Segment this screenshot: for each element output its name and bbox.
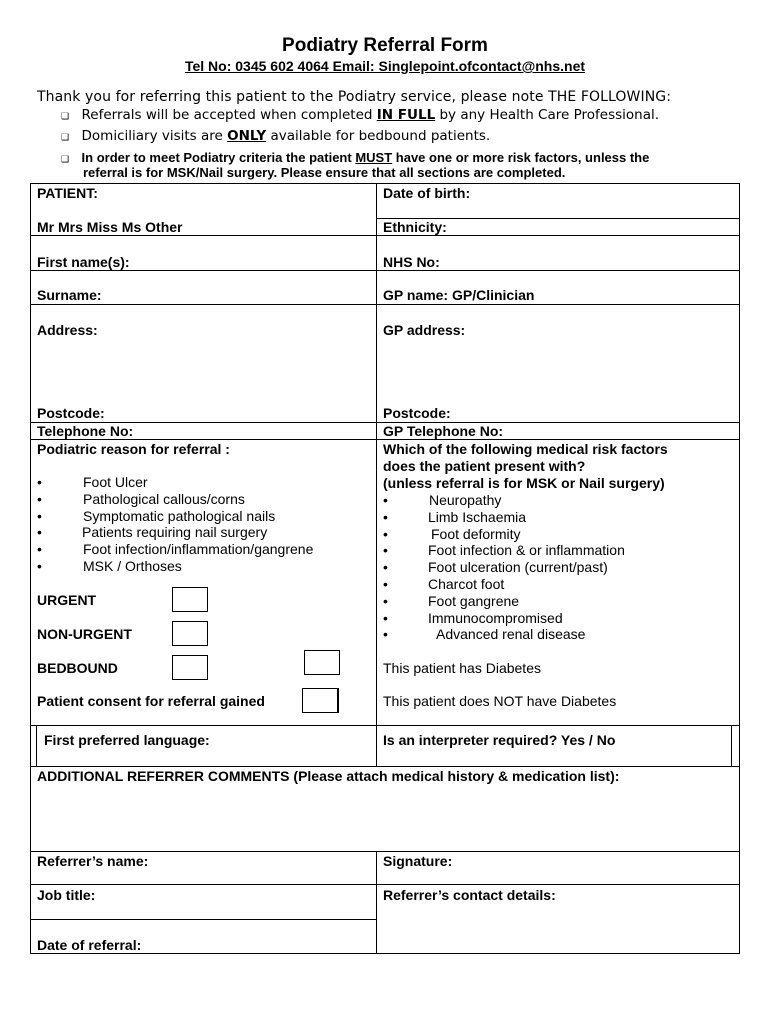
reason-item[interactable]: MSK / Orthoses	[83, 558, 182, 574]
no-diabetes-option[interactable]: This patient does NOT have Diabetes	[383, 693, 617, 709]
reason-item[interactable]: Foot infection/inflammation/gangrene	[83, 541, 314, 558]
square-bullet-icon: ❑	[61, 154, 70, 164]
urgent-label: URGENT	[37, 592, 97, 608]
grid-line	[30, 439, 740, 440]
grid-line	[30, 851, 740, 852]
first-name-field[interactable]: First name(s):	[37, 254, 130, 270]
note-3-post: have one or more risk factors, unless the	[392, 150, 650, 165]
reasons-heading: Podiatric reason for referral :	[37, 441, 230, 457]
risk-factor-item[interactable]: Foot infection & or inflammation	[428, 542, 625, 559]
note-2	[61, 127, 490, 145]
intro-text: Thank you for referring this patient to the Podiatry service, please note THE FOLLOWING:	[37, 89, 672, 105]
reason-item[interactable]: Patients requiring nail surgery	[82, 524, 268, 541]
note-2-pre: Domiciliary visits are	[81, 128, 228, 144]
bullet-icon: •	[383, 626, 388, 643]
has-diabetes-option[interactable]: This patient has Diabetes	[383, 660, 541, 676]
bullet-icon: •	[383, 492, 388, 508]
risk-factor-item[interactable]: Foot deformity	[431, 525, 521, 542]
patient-heading: PATIENT:	[37, 185, 98, 201]
grid-line	[30, 235, 740, 236]
note-2-post: available for bedbound patients.	[266, 128, 491, 144]
grid-line	[731, 725, 732, 766]
grid-line	[30, 766, 740, 767]
note-3-emphasis: MUST	[355, 150, 393, 165]
risk-heading-2: does the patient present with?	[383, 458, 586, 474]
bullet-icon: •	[37, 541, 42, 558]
bedbound-checkbox[interactable]	[172, 655, 208, 680]
risk-factor-item[interactable]: Immunocompromised	[428, 609, 563, 626]
telephone-field[interactable]: Telephone No:	[37, 423, 134, 439]
bullet-icon: •	[383, 542, 388, 559]
note-1-pre: Referrals will be accepted when completed	[81, 107, 377, 123]
note-1-post: by any Health Care Professional.	[435, 107, 660, 123]
signature-field[interactable]: Signature:	[383, 853, 453, 869]
date-of-referral-field[interactable]: Date of referral:	[37, 937, 142, 953]
consent-checkbox[interactable]	[302, 688, 339, 713]
gp-name-field[interactable]: GP name: GP/Clinician	[383, 287, 535, 303]
bullet-icon: •	[383, 609, 388, 626]
patient-postcode-field[interactable]: Postcode:	[37, 405, 105, 421]
interpreter-field[interactable]: Is an interpreter required? Yes / No	[383, 732, 616, 748]
grid-line	[30, 304, 740, 305]
note-1-emphasis: IN FULL	[376, 107, 436, 123]
non-urgent-checkbox[interactable]	[172, 621, 208, 646]
gp-postcode-field[interactable]: Postcode:	[383, 405, 451, 421]
address-field[interactable]: Address:	[37, 322, 98, 338]
diabetes-checkbox[interactable]	[304, 650, 340, 675]
reason-item[interactable]: Pathological callous/corns	[83, 490, 245, 507]
bullet-icon: •	[37, 507, 42, 524]
bullet-icon: •	[37, 558, 42, 574]
bullet-icon: •	[383, 559, 388, 576]
urgent-checkbox[interactable]	[172, 587, 208, 612]
grid-line	[30, 884, 740, 885]
gp-address-field[interactable]: GP address:	[383, 322, 466, 338]
contact-line: Tel No: 0345 602 4064 Email: Singlepoint.ofcontact@nhs.net	[184, 58, 586, 74]
job-title-field[interactable]: Job title:	[37, 887, 96, 903]
risk-factor-item[interactable]: Advanced renal disease	[436, 626, 586, 643]
ethnicity-field[interactable]: Ethnicity:	[383, 219, 447, 235]
note-2-emphasis: ONLY	[227, 128, 267, 144]
risk-factor-item[interactable]: Neuropathy	[429, 492, 502, 508]
form-border-bottom	[30, 953, 740, 954]
square-bullet-icon: ❑	[61, 132, 70, 142]
risk-factor-item[interactable]: Foot ulceration (current/past)	[428, 559, 608, 576]
bullet-icon: •	[383, 576, 388, 592]
referrer-contact-field[interactable]: Referrer’s contact details:	[383, 887, 556, 903]
referrer-name-field[interactable]: Referrer’s name:	[37, 853, 149, 869]
patient-title-options[interactable]: Mr Mrs Miss Ms Other	[37, 219, 183, 235]
note-3-line-2: referral is for MSK/Nail surgery. Please ensure that all sections are completed.	[83, 165, 566, 180]
note-1	[61, 106, 659, 124]
surname-field[interactable]: Surname:	[37, 287, 102, 303]
bedbound-label: BEDBOUND	[37, 660, 118, 676]
dob-field[interactable]: Date of birth:	[383, 185, 471, 201]
form-border-left	[30, 183, 31, 954]
first-language-field[interactable]: First preferred language:	[44, 732, 210, 748]
non-urgent-label: NON-URGENT	[37, 626, 132, 642]
square-bullet-icon: ❑	[61, 111, 70, 121]
bullet-icon: •	[37, 490, 42, 507]
bullet-icon: •	[383, 592, 388, 609]
grid-line	[30, 725, 740, 726]
bullet-icon: •	[37, 524, 42, 541]
grid-line	[36, 725, 37, 766]
nhs-number-field[interactable]: NHS No:	[383, 254, 440, 270]
grid-line	[30, 270, 740, 271]
form-title: Podiatry Referral Form	[282, 35, 488, 56]
grid-line	[376, 851, 377, 954]
bullet-icon: •	[37, 474, 42, 490]
risk-factor-item[interactable]: Limb Ischaemia	[428, 508, 527, 525]
note-3-pre: In order to meet Podiatry criteria the patient	[81, 150, 356, 165]
reason-item[interactable]: Foot Ulcer	[83, 474, 148, 490]
bullet-icon: •	[383, 508, 388, 525]
comments-heading[interactable]: ADDITIONAL REFERRER COMMENTS (Please attach medical history & medication list):	[37, 768, 620, 784]
risk-factor-item[interactable]: Charcot foot	[428, 576, 505, 592]
gp-telephone-field[interactable]: GP Telephone No:	[383, 423, 504, 439]
form-border-top	[30, 183, 740, 184]
bullet-icon: •	[383, 525, 388, 542]
consent-label: Patient consent for referral gained	[37, 693, 265, 709]
grid-line	[30, 919, 376, 920]
reason-item[interactable]: Symptomatic pathological nails	[83, 507, 276, 524]
form-border-right	[739, 183, 740, 954]
risk-factor-item[interactable]: Foot gangrene	[428, 592, 520, 609]
risk-heading-1: Which of the following medical risk factors	[383, 441, 668, 457]
risk-heading-3: (unless referral is for MSK or Nail surgery)	[383, 475, 665, 491]
